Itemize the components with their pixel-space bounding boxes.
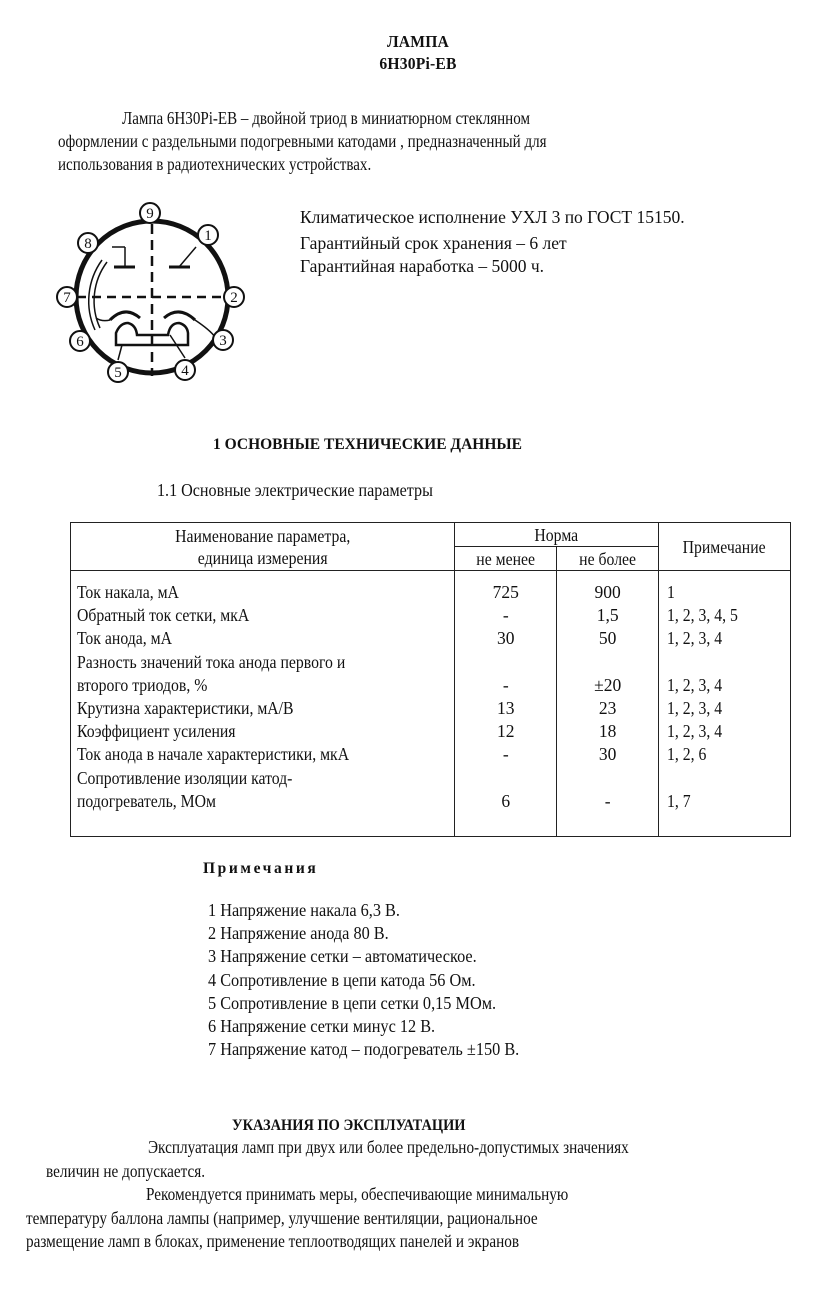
table-cell-parameter-name: Ток анода в начале характеристики, мкА xyxy=(77,744,350,765)
table-cell-parameter-name: Ток анода, мА xyxy=(77,628,172,649)
table-cell-max-value: ±20 xyxy=(594,674,622,695)
table-cell-spacer xyxy=(667,767,790,790)
storage-warranty: Гарантийный срок хранения – 6 лет xyxy=(300,233,567,253)
subsection-heading: 1.1 Основные электрические параметры xyxy=(157,480,433,500)
section-heading: 1 ОСНОВНЫЕ ТЕХНИЧЕСКИЕ ДАННЫЕ xyxy=(213,436,522,453)
note-item: 5 Сопротивление в цепи сетки 0,15 МОм. xyxy=(208,992,497,1013)
cathode-left xyxy=(110,312,140,320)
pin-label-8: 8 xyxy=(84,236,92,252)
table-cell-parameter-name: Разность значений тока анода первого и xyxy=(77,651,346,672)
operation-line-4: температуру баллона лампы (например, улучшение вентиляции, рациональное xyxy=(26,1208,538,1228)
note-item: 2 Напряжение анода 80 В. xyxy=(208,923,389,944)
table-cell-parameter-name: Обратный ток сетки, мкА xyxy=(77,605,250,626)
table-cell-parameter-name: Крутизна характеристики, мА/В xyxy=(77,697,294,718)
column-max-values xyxy=(557,571,659,837)
header-min: не менее xyxy=(455,547,557,571)
intro-line-2: оформлении с раздельными подогревными катодами , предназначенный для xyxy=(58,131,547,151)
table-cell-note: 1, 2, 3, 4 xyxy=(667,721,723,742)
table-cell-max-value: 900 xyxy=(594,582,621,602)
table-cell-note: 1, 7 xyxy=(667,790,691,811)
operation-line-5: размещение ламп в блоках, применение теплоотводящих панелей и экранов xyxy=(26,1231,520,1251)
header-parameter-name: Наименование параметра, единица измерения xyxy=(71,523,455,571)
intro-line-3: использования в радиотехнических устройствах. xyxy=(58,154,372,174)
table-cell-min-value: 12 xyxy=(497,721,515,742)
table-cell-min-value: - xyxy=(502,744,509,765)
table-cell-note: 1, 2, 3, 4, 5 xyxy=(667,605,738,626)
tube-model: 6Н30Рі-ЕВ xyxy=(379,54,457,73)
pinout-diagram xyxy=(40,190,260,390)
header-norm: Норма xyxy=(455,523,659,547)
column-parameter-names xyxy=(71,571,455,837)
table-cell-parameter-name: Сопротивление изоляции катод- xyxy=(77,767,293,788)
pin-label-1: 1 xyxy=(204,228,212,244)
table-cell-parameter-name: Ток накала, мА xyxy=(77,582,179,602)
column-min-values xyxy=(455,571,557,837)
pin-label-4: 4 xyxy=(181,363,189,379)
table-cell-min-value: 6 xyxy=(501,790,511,811)
pin-label-7: 7 xyxy=(63,290,71,306)
document-title: ЛАМПА xyxy=(386,32,450,51)
table-cell-spacer xyxy=(455,651,556,674)
table-cell-max-value: 1,5 xyxy=(596,605,619,626)
table-cell-spacer xyxy=(455,767,556,790)
table-cell-parameter-name: второго триодов, % xyxy=(77,674,208,695)
parameters-table xyxy=(70,522,791,837)
table-cell-parameter-name: подогреватель, МОм xyxy=(77,790,217,811)
table-cell-spacer xyxy=(667,651,790,674)
note-item: 7 Напряжение катод – подогреватель ±150 В. xyxy=(208,1039,520,1060)
table-cell-min-value: - xyxy=(502,674,509,695)
table-cell-spacer xyxy=(557,651,658,674)
note-item: 6 Напряжение сетки минус 12 В. xyxy=(208,1016,436,1037)
operation-line-2: величин не допускается. xyxy=(46,1161,206,1181)
pin-label-6: 6 xyxy=(76,334,84,350)
pin-label-9: 9 xyxy=(146,206,154,222)
operation-heading: УКАЗАНИЯ ПО ЭКСПЛУАТАЦИИ xyxy=(232,1117,466,1134)
table-cell-min-value: 30 xyxy=(497,628,515,649)
intro-line-1: Лампа 6Н30Рі-ЕВ – двойной триод в миниатюрном стеклянном xyxy=(122,108,531,128)
column-notes xyxy=(659,571,791,837)
pin-label-2: 2 xyxy=(230,290,238,306)
table-cell-max-value: - xyxy=(604,790,611,811)
header-note: Примечание xyxy=(659,523,791,571)
table-cell-spacer xyxy=(557,767,658,790)
table-cell-max-value: 23 xyxy=(598,697,617,718)
operating-warranty: Гарантийная наработка – 5000 ч. xyxy=(300,256,545,276)
table-cell-note: 1, 2, 3, 4 xyxy=(667,628,723,649)
table-cell-note: 1, 2, 3, 4 xyxy=(667,697,723,718)
cathode-right xyxy=(164,312,195,320)
note-item: 3 Напряжение сетки – автоматическое. xyxy=(208,946,477,967)
table-cell-note: 1 xyxy=(667,582,675,602)
pin-label-5: 5 xyxy=(114,365,122,381)
table-cell-min-value: 13 xyxy=(497,697,515,718)
climate-spec: Климатическое исполнение УХЛ 3 по ГОСТ 15150. xyxy=(300,207,685,227)
table-cell-note: 1, 2, 3, 4 xyxy=(667,674,723,695)
table-cell-parameter-name: Коэффициент усиления xyxy=(77,721,236,742)
pin-label-3: 3 xyxy=(219,333,227,349)
operation-line-1: Эксплуатация ламп при двух или более предельно-допустимых значениях xyxy=(148,1137,629,1157)
notes-heading: Примечания xyxy=(203,860,319,877)
table-cell-max-value: 50 xyxy=(598,628,617,649)
table-cell-min-value: 725 xyxy=(492,582,519,602)
table-cell-max-value: 18 xyxy=(598,721,617,742)
table-cell-max-value: 30 xyxy=(598,744,617,765)
notes-list xyxy=(208,899,543,1061)
note-item: 1 Напряжение накала 6,3 В. xyxy=(208,900,400,920)
table-cell-note: 1, 2, 6 xyxy=(667,744,707,765)
note-item: 4 Сопротивление в цепи катода 56 Ом. xyxy=(208,969,476,990)
header-max: не более xyxy=(557,547,659,571)
table-cell-min-value: - xyxy=(502,605,509,626)
operation-line-3: Рекомендуется принимать меры, обеспечивающие минимальную xyxy=(146,1184,569,1204)
